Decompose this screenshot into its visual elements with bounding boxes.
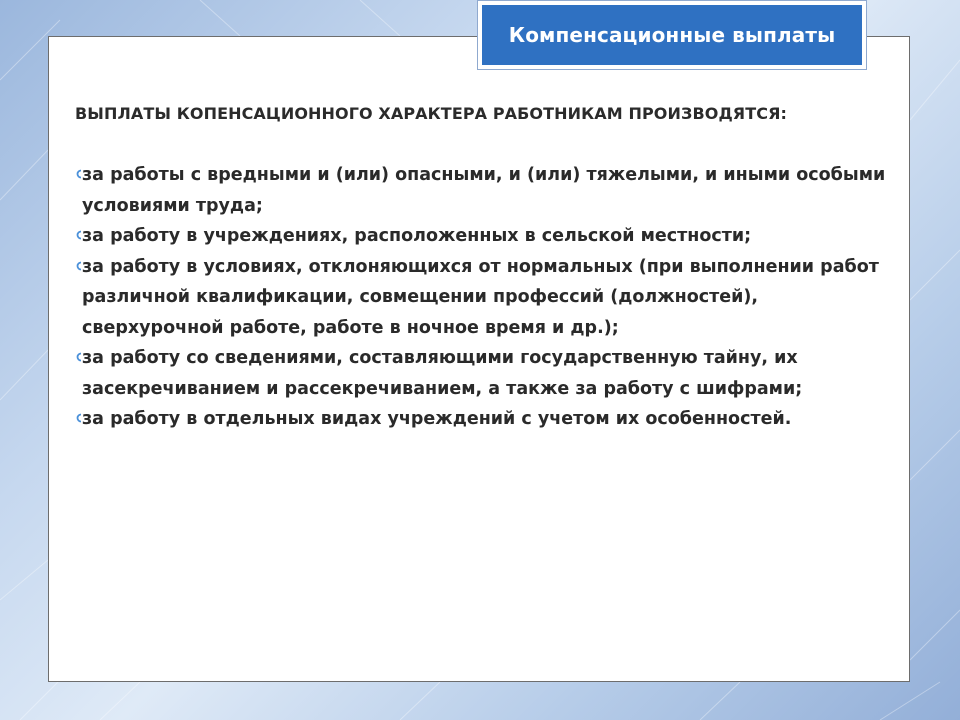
title-box (482, 5, 862, 65)
list-item-text: за работу в условиях, отклоняющихся от нормальных (при выполнении работ различной квалификации, совмещении профессий (должностей), сверхурочной работе, работе в ночное время и др.); (82, 256, 879, 338)
bullet-icon (74, 168, 82, 180)
payments-list (74, 160, 894, 435)
list-item (74, 221, 894, 252)
list-item (74, 343, 894, 404)
bullet-icon (74, 260, 82, 272)
title-frame (477, 0, 867, 70)
bullet-icon (74, 229, 82, 241)
list-item (74, 252, 894, 344)
slide-heading: ВЫПЛАТЫ КОПЕНСАЦИОННОГО ХАРАКТЕРА РАБОТНИКАМ ПРОИЗВОДЯТСЯ: (75, 104, 788, 123)
list-item-text: за работу со сведениями, составляющими государственную тайну, их засекречиванием и рассекречиванием, а также за работу с шифрами; (82, 348, 803, 399)
list-item-text: за работу в учреждениях, расположенных в сельской местности; (82, 226, 752, 246)
list-item (74, 160, 894, 221)
list-item-text: за работы с вредными и (или) опасными, и (или) тяжелыми, и иными особыми условиями труда; (82, 165, 886, 216)
slide-title: Компенсационные выплаты (508, 23, 836, 47)
bullet-icon (74, 412, 82, 424)
bullet-icon (74, 351, 82, 363)
list-item-text: за работу в отдельных видах учреждений с учетом их особенностей. (82, 409, 792, 429)
list-item (74, 404, 894, 435)
